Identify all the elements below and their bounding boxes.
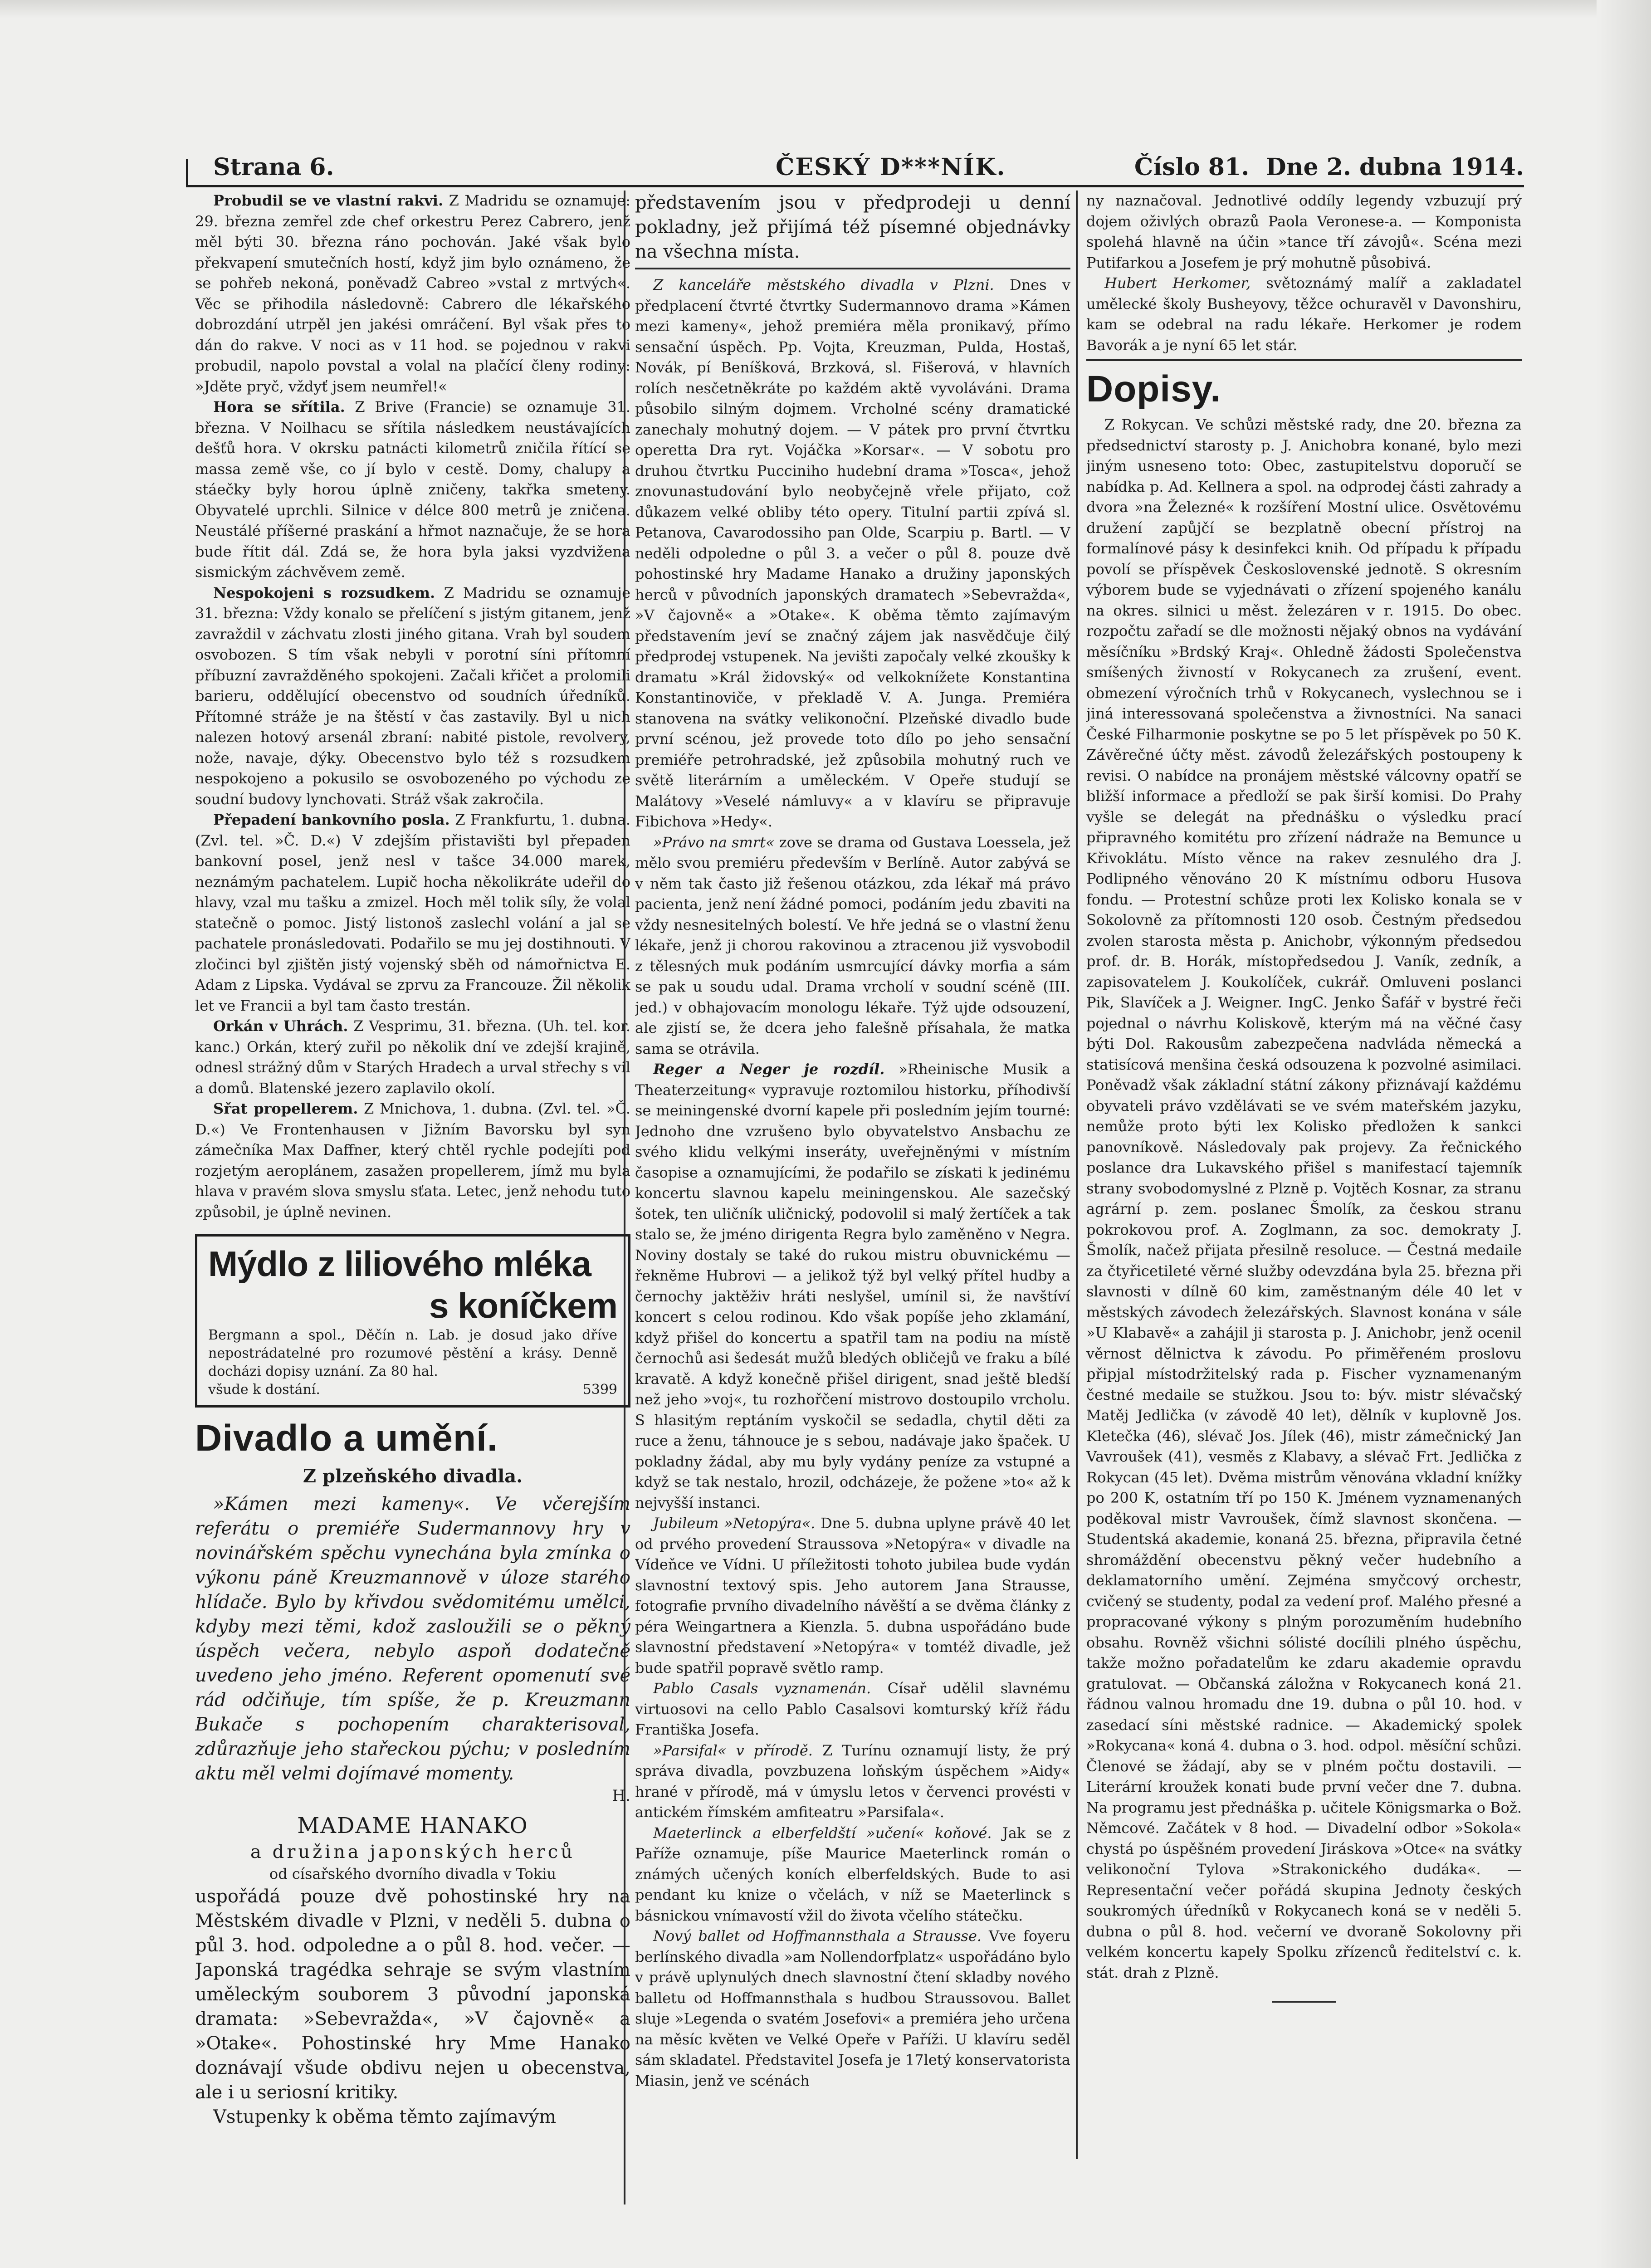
column-rule-2	[1076, 191, 1078, 2159]
article-body: Z Madridu se oznamuje 31. března: Vždy konalo se přelíčení s jistým gitanem, jenž zavraždil v záchvatu zlosti jiného gitana. Vrah byl soudem osvobozen. S tím však nebyli v porotní síni přítomní příbuzní zavražděného spokojeni. Začali křičet a prolomili barieru, oddělující obecenstvo od soudních úředníků. Přítomné stráže je na štěstí v čas zastavily. Byl u nich nalezen hotový arsenál zbraní: nabité pistole, revolvery, nože, navaje, dýky. Obecenstvo bylo též s rozsudkem nespokojeno a pokusilo se osvobozeného po východu ze soudní budovy lynchovati. Stráž však zakročila.	[195, 584, 630, 808]
header-tick	[186, 159, 188, 186]
article-body: »Rheinische Musik a Theaterzeitung« vypravuje roztomilou historku, příhodivší se meiningenské dvorní kapele při posledním jejím tourné: Jednoho dne vzrušeno bylo obyvatelstvo Ansbachu ze svého klidu velkými inseráty, uveřejněnými v místním časopise a oznamujícími, že podařilo se získati k jedinému koncertu slavnou kapelu meiningenskou. Ale sazečský šotek, ten uličník uličnický, podovolil si malý žertíček a tak stalo se, že jméno dirigenta Regra bylo zaměněno v Negra. Noviny dostaly se také do rukou mistru obuvnickému — řekněme Hubrovi — a jelikož týž byl velký přítel hudby a černochy jaktěživ hráti neslyšel, umínil si, že navštíví koncert s celou rodinou. Kdo však popíše jeho zklamání, když přišel do koncertu a spatřil tam na podiu na místě černochů asi šedesát mužů bledých obličejů ve fraku a bílé kravatě. A když konečně přišel dirigent, snad ještě bledší než jeho »voj«, tu rozhořčení mistrovo dostoupilo vrcholu. S hlasitým reptáním vyskočil se sedadla, chytil děti za ruce a ženu, táhnouce je s sebou, nadávaje jako špaček. U pokladny žádal, aby mu byly vydány peníze za vstupné a když se tak nestalo, hrozil, odcházeje, že požene »to« až k nejvyšší instanci.	[635, 1061, 1070, 1511]
article-hora	[195, 397, 630, 583]
article-netopyr	[635, 1513, 1070, 1678]
article-body: Císař udělil slavnému virtuosovi na cello Pablo Casalsovi komturský kříž řádu Františka Josefa.	[635, 1680, 1070, 1738]
masthead-title: ČESKÝ D***NÍK.	[776, 153, 1006, 181]
article-title: Reger a Neger je rozdíl.	[653, 1061, 885, 1078]
ad-number: 5399	[582, 1382, 617, 1398]
issue-number: Číslo 81.	[1134, 153, 1250, 181]
scan-top-shadow	[0, 0, 1651, 18]
article-parsifal	[635, 1740, 1070, 1823]
article-ballet	[635, 1926, 1070, 2091]
article-title: Orkán v Uhrách.	[213, 1017, 348, 1035]
madame-hanako-tail: Vstupenky k oběma těmto zajímavým	[213, 2107, 557, 2127]
article-title: Přepadení bankovního posla.	[213, 811, 450, 828]
ad-footer	[208, 1381, 617, 1399]
article-body: Z Madridu se oznamuje: 29. března zemřel zde chef orkestru Perez Cabrero, jenž měl býti 30. března ráno pochován. Jaké však bylo překvapení smutečních hostí, když jim bylo oznámeno, že se pohřeb nekoná, poněvadž Cabreo »vstal z mrtvých«. Věc se přihodila následovně: Cabrero dle lékařského dobrozdání utrpěl jen jakési omráčení. Byl však přes to dán do rakve. V noci as v 11 hod. se pojednou v rakvi probudil, napolo povstal a volal na plačící členy rodiny: »Jděte pryč, vždyť jsem neumřel!«	[195, 192, 630, 395]
review-body: »Kámen mezi kameny«. Ve včerejším referátu o premiéře Sudermannovy hry v novinářském spěchu vynechána byla zmínka o výkonu páně Kreuzmannově v úloze starého hlídače. Bylo by křivdou svědomitému umělci, kdyby mezi těmi, kdož zasloužili se o pěkný úspěch večera, nebylo aspoň dodatečně uvedeno jeho jméno. Referent opomenutí své rád odčiňuje, tím spíše, že p. Kreuzmann Bukače s pochopením charakterisoval, zdůrazňuje jeho stařeckou pýchu; v posledním aktu měl velmi dojímavé momenty.	[195, 1494, 630, 1784]
article-title: »Právo na smrt«	[653, 833, 775, 851]
review-signature: H.	[612, 1787, 630, 1805]
article-body: Dnes v předplacení čtvrté čtvrtky Sudermannovo drama »Kámen mezi kameny«, jehož premiéra měla pronikavý, přímo sensační úspěch. Pp. Vojta, Kreuzman, Pulda, Hostaš, Novák, pí Beníšková, Brzková, sl. Fišerová, v hlavních rolích nesčetněkráte po každém aktě vyvoláváni. Drama působilo silným dojmem. Vrcholné scény dramatické zanechaly mohutný dojem. — V pátek pro první čtvrtku operetta Dra ryt. Vojáčka »Korsar«. — V sobotu pro druhou čtvrtku Pucciniho hudební drama »Tosca«, jehož znovunastudování bylo neobyčejně vřele přijato, což důkazem velké obliby této opery. Titulní partii zpívá sl. Petanova, Cavarodossiho pan Olde, Scarpiu p. Bartl. — V neděli odpoledne o půl 3. a večer o půl 8. pouze dvě pohostinské hry Madame Hanako a družiny japonských herců v původních japonských dramatech »Sebevražda«, »V čajovně« a »Otake«. K oběma těmto zajímavým představením jeví se značný zájem jak nasvědčuje čilý předprodej vstupenek. Na jevišti započaly velké zkoušky k dramatu »Král židovský« od velkoknížete Konstantina Konstantinoviče, v překladě V. A. Junga. Premiéra stanovena na svátky velikonoční. Plzeňské divadlo bude první scénou, jež provede toto dílo po jeho sensační premiéře petrohradské, jež způsobila mohutný ruch ve světě literárním a uměleckém. V Opeře studují se Malátovy »Veselé námluvy« a v klavíru se připravuje Fibichova »Hedy«.	[635, 276, 1070, 830]
article-srat	[195, 1099, 630, 1222]
article-title: Pablo Casals vyznamenán.	[653, 1680, 871, 1697]
ad-last-line: všude k dostání.	[208, 1382, 320, 1398]
ad-subtitle: s koníčkem	[429, 1286, 617, 1325]
article-rokycany: Z Rokycan. Ve schůzi městské rady, dne 20. března za předsednictví starosty p. J. Anichobra konané, bylo mezi jiným usneseno toto: Obec, zastupitelstvu doporučí se nabídka p. Ad. Kellnera a spol. na odprodej části zahrady a dvora »na Železné« k rozšíření Mostní ulice. Osvětovému družení zapůjčí se bezplatně obecní přístroj na formalínové pásy k desinfekci knih. Od případu k případu povolí se příspěvek Československé jednotě. S okresním výborem bude se vyjednávati o zřízení spojeného kanálu na okres. silnici u měst. železáren v r. 1915. Do obec. rozpočtu zařadí se dle možnosti nějaký obnos na vydávání měsíčníku »Brdský Kraj«. Ohledně žádosti Společenstva smíšených živností v Rokycanech za zrušení, event. obmezení výročních trhů v Rokycanech, vyslechnou se i jiná interessovaná společenstva a živnostníci. Na sanaci České Filharmonie poskytne se po 5 let příspěvek po 50 K. Závěrečné účty měst. závodů železářských postoupeny k revisi. O nabídce na pronájem městské válcovny opatří se bližší informace a předloží se pak širší komisi. Do Prahy vyšle se delegát na přednášku o výsledku prací připravného komitétu pro zřízení nádraže na Bemunce u Křivoklátu. Místo věnce na rakev zesnulého dra J. Podlipného věnováno 20 K místnímu odboru Husova fondu. — Protestní schůze proti lex Kolisko konala se v Sokolovně za přítomnosti 120 osob. Čestným předsedou zvolen starosta města p. Anichobr, výkonným předsedou prof. dr. B. Horák, místopředsedou J. Vaník, zedník, a zapisovatelem J. Koukolíček, cukrář. Omluveni poslanci Pik, Slavíček a J. Weigner. IngC. Jenko Šafář v bystré řeči pojednal o návrhu Koliskově, kterým má na věčné časy býti Dol. Rakousům zabezpečena nadvláda německá a statisícová menšina česká odsouzena k pozvolné asimilaci. Poněvadž však základní státní zákony přiznávají každému obyvateli právo vzdělávati se ve svém mateřském jazyku, nemůže proto býti lex Kolisko předložen k sankci panovníkově. Následovaly pak projevy. Za řečnického poslance dra Lukavského přišel s manifestací tajemník strany svobodomyslné z Plzně p. Vojtěch Kosnar, za stranu agrární p. zem. poslanec Šmolík, za českou stranu pokrokovou prof. A. Zoglmann, za soc. demokraty J. Šmolík, načež přijata přesilně resoluce. — Čestná medaile za čtyřicetileté věrné služby odevzdána byla 25. března při slavnosti v dílně 60 kim, zaměstnaným déle 40 let v městských závodech železářských. Slavnost konána v sále »U Klabavě« a zahájil ji starosta p. J. Anichobr, jenž ocenil věrnost dělnictva k závodu. Po přiměřeném proslovu připjal místodržitelský rada p. Fischer vyznamenaným čestné medaile se stužkou. Jsou to: býv. mistr slévačský Matěj Jedlička (v závodě 40 let), dělník v kuplovně Jos. Kletečka (46), slévač Jos. Jílek (46), mistr zámečnický Jan Vavroušek (41), vesměs z Klabavy, a slévač Frt. Jedlička z Rokycan (45 let). Dvěma mistrům věnována vkladní knížky po 200 K, ostatním tří po 150 K. Jménem vyznamenaných poděkoval mistr Vavroušek, čímž slavnost skončena. — Studentská akademie, konaná 25. března, připravila četné shromáždění obecenstvu pěkný večer hudebního a deklamatorního umění. Zejména smyčcový orchestr, cvičený se studenty, podal za vedení prof. Malého přesné a propracované výkony s plným porozuměním hudebního obsahu. Rovněž všichni sólisté docílili plného úspěchu, takže možno pořadatelům ke zdaru akademie opravdu gratulovat. — Občanská záložna v Rokycanech koná 21. řádnou valnou hromadu dne 19. dubna o půl 10. hod. v zasedací síni městské radnice. — Akademický spolek »Rokycana« koná 4. dubna o 3. hod. odpol. měsíční schůzi. Členové se žádají, aby se v plném počtu dostavili. — Literární kroužek konati bude první večer dne 7. dubna. Na programu jest přednáška p. učitele Königsmarka o Bož. Němcové. Začátek v 8 hod. — Divadelní odbor »Sokola« chystá po úspěšném provedení Jiráskova »Otce« na svátky velikonoční Tylova »Strakonického dudáka«. — Representační večer pořádá skupina Jednoty českých soukromých úředníků v Rokycanech koná se v neděli 5. dubna o půl 8. hod. večerní ve dvoraně Sokolovny při velkém koncertu kapely Spolku zřízenců ředitelství c. k. stát. drah z Plzně.	[1086, 416, 1522, 1981]
article-title: Probudil se ve vlastní rakvi.	[213, 192, 444, 209]
article-title: Z kanceláře městského divadla v Plzni.	[653, 276, 994, 293]
page-header	[186, 150, 1524, 186]
column-3	[1086, 191, 1522, 2005]
soap-advertisement	[195, 1234, 630, 1408]
article-orkan	[195, 1016, 630, 1099]
article-casals	[635, 1678, 1070, 1740]
article-body: Z Mnichova, 1. dubna. (Zvl. tel. »Č. D.«) Ve Frontenhausen v Jižním Bavorsku byl syn zámečníka Max Daffner, který chtěl rychle podejíti pod rozjetým aeroplánem, zasažen propellerem, jímž mu byla hlava v pravém slova smyslu sťata. Letec, jenž nehodu tuto způsobil, je úplně nevinen.	[195, 1100, 630, 1221]
article-title: »Parsifal« v přírodě.	[653, 1741, 813, 1759]
article-kancelar	[635, 275, 1070, 832]
madame-hanako-body: uspořádá pouze dvě pohostinské hry na Městském divadle v Plzni, v neděli 5. dubna o půl 3. hod. odpoledne a o půl 8. hod. večer. — Japonská tragédka sehraje se svým vlastním uměleckým souborem 3 původní japonská dramata: »Sebevražda«, »V čajovně« a »Otake«. Pohostinské hry Mme Hanako doznávají všude obdivu nejen u obecenstva, ale i u seriosní kritiky.	[195, 1886, 630, 2103]
article-herkomer	[1086, 273, 1522, 356]
article-probudil	[195, 191, 630, 397]
column-2	[635, 191, 1070, 2268]
article-body: Dne 5. dubna uplyne právě 40 let od prvého provedení Straussova »Netopýra« v divadle na Vídeňce ve Vídni. U příležitosti tohoto jubilea bude vydán slavnostní textový spis. Jeho autorem Jana Strausse, fotografie prvního divadelního návěští a se dvěma články z péra Weingartnera a Kienzla. 5. dubna uspořádáno bude slavnostní představení »Netopýra« v tomtéž divadle, jež bude spatřil popravě světlo ramp.	[635, 1515, 1070, 1677]
theatre-review	[195, 1492, 630, 1786]
ad-text: Bergmann a spol., Děčín n. Lab. je dosud jako dříve nepostrádatelné pro rozumové pěstění a krásy. Denně docházi dopisy uznání. Za 80 hal.	[208, 1327, 617, 1379]
article-body: zove se drama od Gustava Loessela, jež mělo svou premiéru především v Berlíně. Autor zabývá se v něm tak často již řešenou otázkou, zda lékař má právo pacienta, jenž není žádné pomoci, podáním jedu zbaviti na vždy nesnesitelných bolestí. Ve hře jedná se o vlastní ženu lékaře, jenž ji chorou rakovinou a ztracenou již vysvobodil z tělesných muk podáním usmrcující dávky morfia a sám se pak u soudu udal. Drama vrcholí v soudní scéně (III. jed.) v obhajovacím monologu lékaře. Týž ujde odsouzení, ale zjistí se, že dcera jeho falešně přísahala, že matka sama se otrávila.	[635, 833, 1070, 1057]
article-body: světoznámý malíř a zakladatel umělecké školy Busheyovy, těžce ochuravěl v Davonshiru, kam se odebral na radu lékaře. Herkomer je rodem Bavorák a je nyní 65 let stár.	[1086, 274, 1522, 354]
article-body: Z Turínu oznamují listy, že prý správa divadla, povzbuzena loňským úspěchem »Aidy« hrané v přírodě, má v úmyslu letos v červenci provésti v antickém římském amfiteatru »Parsifala«.	[635, 1741, 1070, 1821]
column-1	[195, 191, 630, 2204]
separator	[1086, 359, 1522, 361]
madame-hanako-subtitle: a družina japonských herců	[250, 1841, 575, 1862]
article-title: Nový ballet od Hoffmannsthala a Strausse.	[653, 1927, 982, 1945]
issue-date	[1134, 153, 1524, 181]
section-title-dopisy: Dopisy.	[1086, 368, 1221, 410]
madame-hanako-origin: od císařského dvorního divadla v Tokiu	[269, 1865, 557, 1882]
article-title: Hora se sřítila.	[213, 398, 345, 415]
date: Dne 2. dubna 1914.	[1265, 153, 1524, 181]
ballet-continuation: ny naznačoval. Jednotlivé oddíly legendy vzbuzují prý dojem oživlých obrazů Paola Veronese-a. — Komponista spolehá hlavně na účin »tance tří závojů«. Scéna mezi Putifarkou a Josefem je prý mohutně působivá.	[1086, 192, 1522, 271]
madame-hanako-title: MADAME HANAKO	[297, 1813, 528, 1838]
article-maeterlinck	[635, 1823, 1070, 1926]
article-title: Nespokojeni s rozsudkem.	[213, 584, 435, 601]
subsection-title: Z plzeňského divadla.	[303, 1466, 523, 1487]
ad-title: Mýdlo z liliového mléka	[208, 1244, 591, 1284]
scan-right-shadow	[1597, 0, 1651, 2268]
end-rule	[1272, 2001, 1336, 2003]
article-body: Vve foyeru berlínského divadla »am Nollendorfplatz« uspořádáno bylo v právě uplynulých dnech slavnostní čtení skladby nového balletu od Hoffmannsthala s hudbou Straussovou. Ballet sluje »Legenda o svatém Josefovi« a premiéra jeho určena na měsíc květen ve Velké Opeře v Paříži. U klavíru seděl sám skladatel. Představitel Josefa je 17letý konservatorista Miasin, jenž ve scénách	[635, 1927, 1070, 2089]
page-number: Strana 6.	[213, 153, 334, 181]
article-prepadeni	[195, 810, 630, 1016]
article-pravo-na-smrt	[635, 832, 1070, 1060]
article-body: Z Frankfurtu, 1. dubna. (Zvl. tel. »Č. D.«) V zdejším přistavišti byl přepaden bankovní posel, jenž nesl v tašce 34.000 marek, neznámým pachatelem. Lupič hocha několikráte udeřil do hlavy, vzal mu tašku a zmizel. Hoch měl tolik síly, že volal statečně o pomoc. Jistý listonoš zaslechl volání a jal se pachatele pronásledovati. Podařilo se mu jej dostihnouti. V zločinci byl zjištěn jistý vojenský sběh od námořnictva E. Adam z Lipska. Vydával se zprvu za Francouze. Žil několik let ve Francii a byl tam často trestán.	[195, 811, 630, 1014]
tickets-notice: představením jsou v předprodeji u denní pokladny, jež přijímá též písemné objednávky na všechna místa.	[635, 192, 1070, 262]
article-title: Hubert Herkomer,	[1104, 274, 1251, 292]
separator	[635, 268, 1070, 269]
header-rule	[186, 185, 1524, 187]
article-body: Z Vesprimu, 31. března. (Uh. tel. kor. kanc.) Orkán, který zuřil po několik dní ve zdejší krajině, odnesl strážný dům v Starých Hradech a urval střechy s vil a domů. Blatenské jezero zaplavilo okolí.	[195, 1017, 630, 1097]
article-title: Jubileum »Netopýra«.	[653, 1515, 816, 1532]
section-title-divadlo: Divadlo a umění.	[195, 1418, 498, 1459]
article-title: Sřat propellerem.	[213, 1100, 358, 1117]
article-body: Z Brive (Francie) se oznamuje 31. března. V Noilhacu se sřítila následkem neustávajících dešťů hora. V okrsku patnácti kilometrů zničila řítící se massa země vše, co jí bylo v cestě. Domy, chalupy a stáečky byly horou úplně zničeny, takřka smeteny. Obyvatelé uprchli. Silnice v délce 800 metrů je zničena. Neustálé příšerné praskání a hřmot naznačuje, že se hora bude řítit dál. Zdá se, že hora byla jaksi vyzdvižena sismickým záchvěvem země.	[195, 398, 630, 581]
article-nespokojeni	[195, 583, 630, 810]
article-reger-neger	[635, 1059, 1070, 1513]
article-title: Maeterlinck a elberfeldští »učení« koňové.	[653, 1824, 992, 1842]
article-body: Jak se z Paříže oznamuje, píše Maurice Maeterlinck román o známých učených koních elberfeldských. Bude to asi pendant ku knize o včelách, v níž se Maeterlinck s básnickou vnímavostí vžil do života včelího státečku.	[635, 1824, 1070, 1924]
